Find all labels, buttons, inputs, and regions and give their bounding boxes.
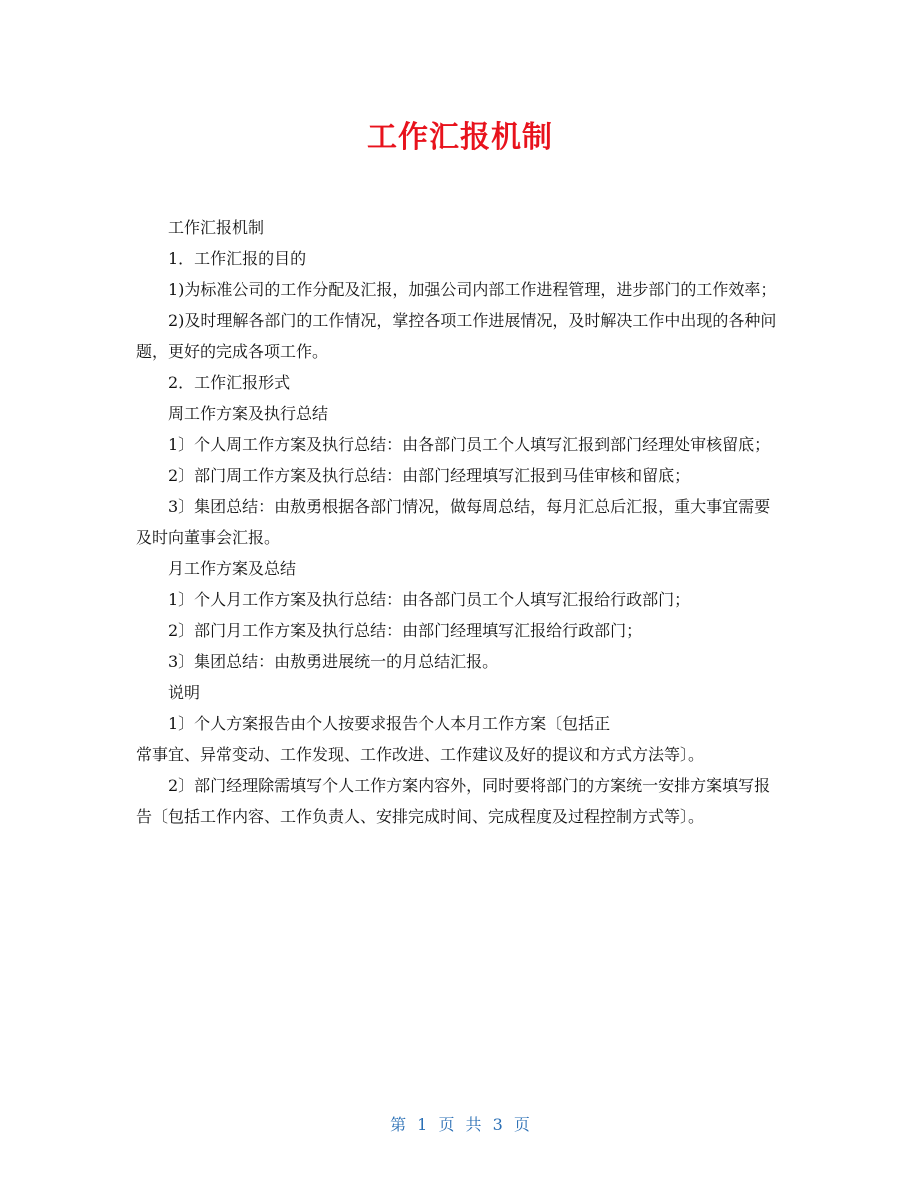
paragraph: 1〕个人方案报告由个人按要求报告个人本月工作方案〔包括正 bbox=[168, 714, 611, 733]
paragraph: 2〕部门月工作方案及执行总结：由部门经理填写汇报给行政部门； bbox=[168, 621, 643, 640]
paragraph: 2〕部门周工作方案及执行总结：由部门经理填写汇报到马佳审核和留底； bbox=[168, 466, 691, 485]
subheading-monthly: 月工作方案及总结 bbox=[168, 559, 297, 578]
paragraph: 2)及时理解各部门的工作情况，掌控各项工作进展情况，及时解决工作中出现的各种问题，更好的完成各项工作。 bbox=[136, 311, 777, 361]
page-number-footer: 第 1 页 共 3 页 bbox=[390, 1115, 530, 1134]
paragraph: 3〕集团总结：由敖勇进展统一的月总结汇报。 bbox=[168, 652, 499, 671]
paragraph: 1〕个人月工作方案及执行总结：由各部门员工个人填写汇报给行政部门； bbox=[168, 590, 691, 609]
paragraph: 2〕部门经理除需填写个人工作方案内容外，同时要将部门的方案统一安排方案填写报告〔包括工作内容、工作负责人、安排完成时间、完成程度及过程控制方式等〕。 bbox=[136, 776, 771, 826]
subheading-notes: 说明 bbox=[168, 683, 201, 702]
paragraph-continued: 常事宜、异常变动、工作发现、工作改进、工作建议及好的提议和方式方法等〕。 bbox=[136, 745, 705, 764]
paragraph-heading: 工作汇报机制 bbox=[168, 218, 265, 237]
section-heading-form: 2．工作汇报形式 bbox=[168, 373, 291, 392]
document-title: 工作汇报机制 bbox=[367, 120, 553, 155]
paragraph: 1)为标准公司的工作分配及汇报，加强公司内部工作进程管理，进步部门的工作效率； bbox=[168, 280, 777, 299]
paragraph: 1〕个人周工作方案及执行总结：由各部门员工个人填写汇报到部门经理处审核留底； bbox=[168, 435, 771, 454]
subheading-weekly: 周工作方案及执行总结 bbox=[168, 404, 329, 423]
document-body bbox=[136, 212, 786, 832]
paragraph: 3〕集团总结：由敖勇根据各部门情况，做每周总结，每月汇总后汇报，重大事宜需要及时向董事会汇报。 bbox=[136, 497, 771, 547]
section-heading-purpose: 1．工作汇报的目的 bbox=[168, 249, 307, 268]
